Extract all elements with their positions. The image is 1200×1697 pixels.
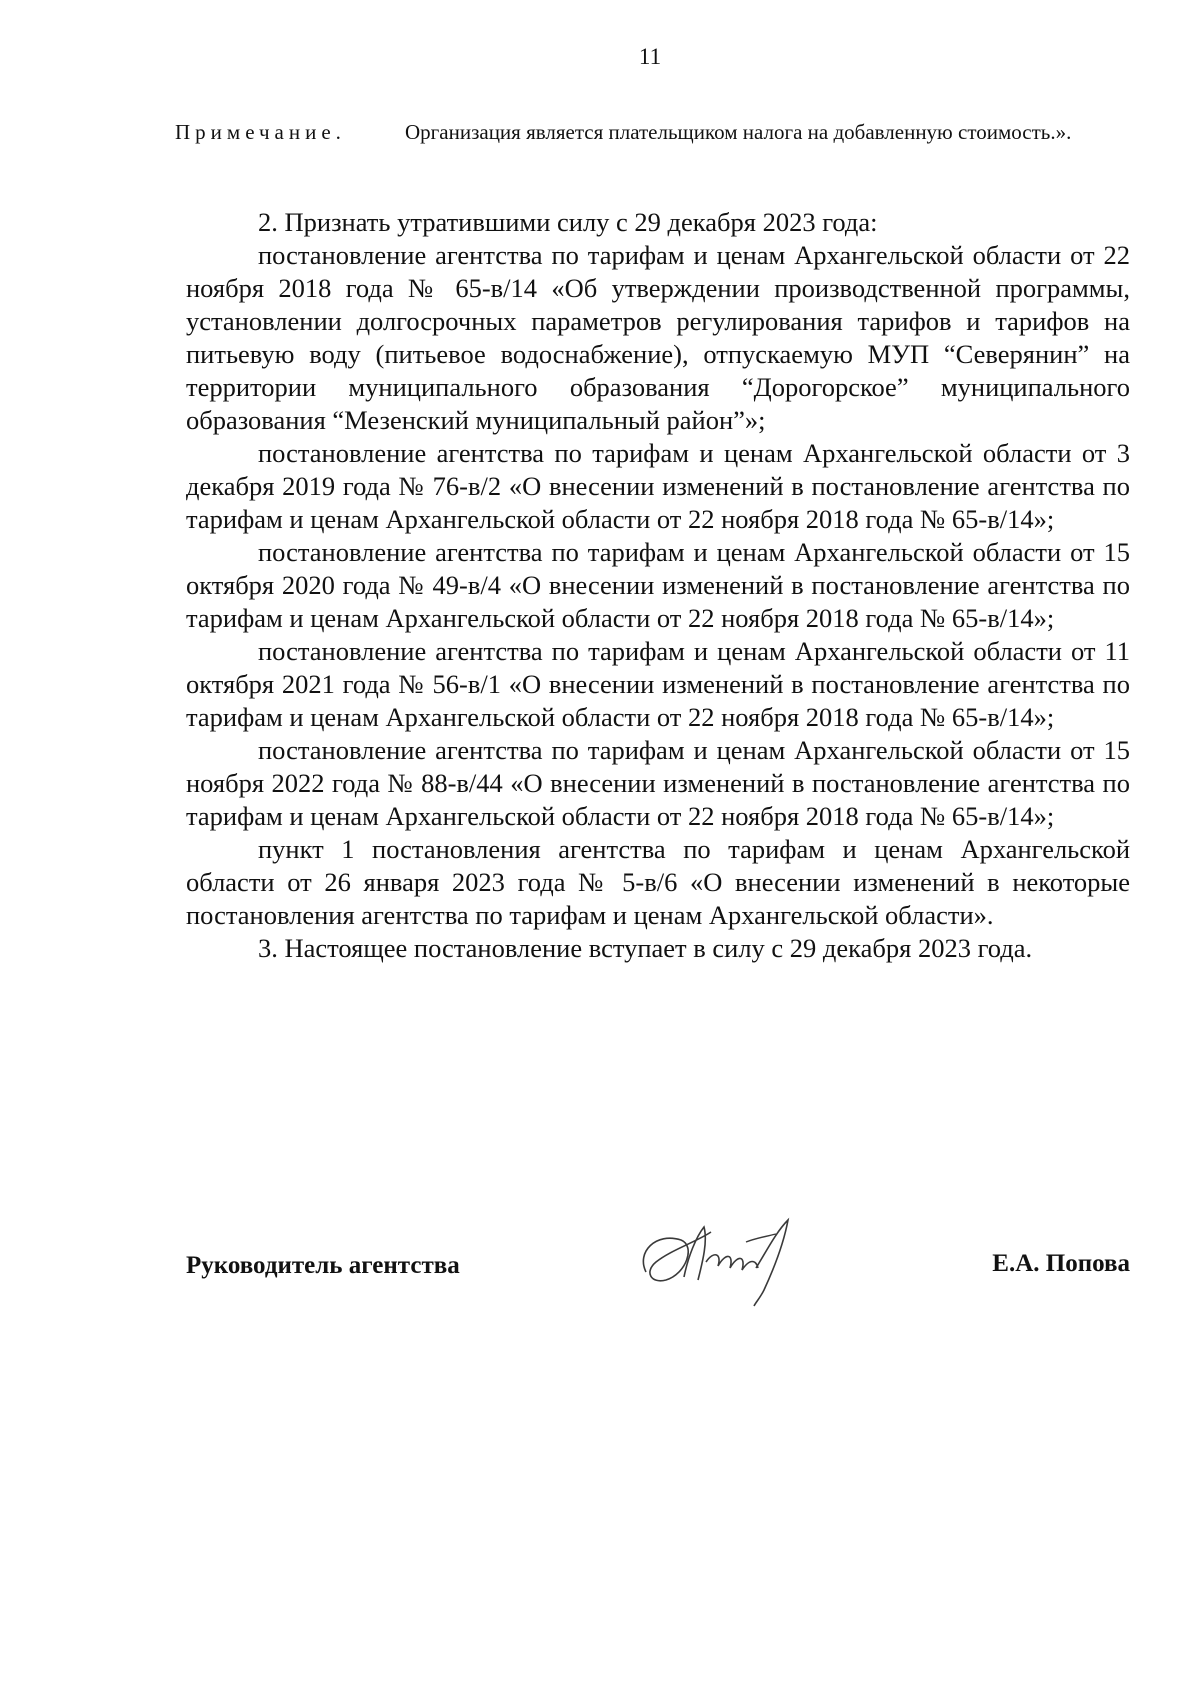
paragraph-resolution-2021: постановление агентства по тарифам и ценам Архангельской области от 11 октября 2021 года № 56-в/1 «О внесении изменений в постановление агентства по тарифам и ценам Архангельской области от 22 ноября 2018 года № 65-в/14»; [186,636,1130,732]
signatory-name: Е.А. Попова [992,1250,1130,1277]
document-body [186,206,1130,965]
note-label: Примечание. [175,120,346,144]
paragraph-resolution-2019: постановление агентства по тарифам и ценам Архангельской области от 3 декабря 2019 года № 76-в/2 «О внесении изменений в постановление агентства по тарифам и ценам Архангельской области от 22 ноября 2018 года № 65-в/14»; [186,438,1130,534]
paragraph-resolution-2018: постановление агентства по тарифам и ценам Архангельской области от 22 ноября 2018 года № 65-в/14 «Об утверждении производственной программы, установлении долгосрочных параметров регулирования тарифов и тарифов на питьевую воду (питьевое водоснабжение), отпускаемую МУП “Северянин” на территории муниципального образования “Дорогорское” муниципального образования “Мезенский муниципальный район”»; [186,240,1130,435]
signature-block [186,1222,1130,1342]
signatory-title: Руководитель агентства [186,1252,460,1279]
paragraph-resolution-2022: постановление агентства по тарифам и ценам Архангельской области от 15 ноября 2022 года № 88-в/44 «О внесении изменений в постановление агентства по тарифам и ценам Архангельской области от 22 ноября 2018 года № 65-в/14»; [186,735,1130,831]
paragraph-resolution-2023: пункт 1 постановления агентства по тарифам и ценам Архангельской области от 26 января 2023 года № 5-в/6 «О внесении изменений в некоторые постановления агентства по тарифам и ценам Архангельской области». [186,834,1130,930]
paragraph-item-3: 3. Настоящее постановление вступает в силу с 29 декабря 2023 года. [258,933,1033,963]
note-text: Организация является плательщиком налога на добавленную стоимость.». [405,120,1072,144]
note [175,117,1115,147]
paragraph-item-2: 2. Признать утратившими силу с 29 декабря 2023 года: [258,207,878,237]
page-number: 11 [638,44,662,69]
handwritten-signature [626,1202,806,1312]
paragraph-resolution-2020: постановление агентства по тарифам и ценам Архангельской области от 15 октября 2020 года № 49-в/4 «О внесении изменений в постановление агентства по тарифам и ценам Архангельской области от 22 ноября 2018 года № 65-в/14»; [186,537,1130,633]
